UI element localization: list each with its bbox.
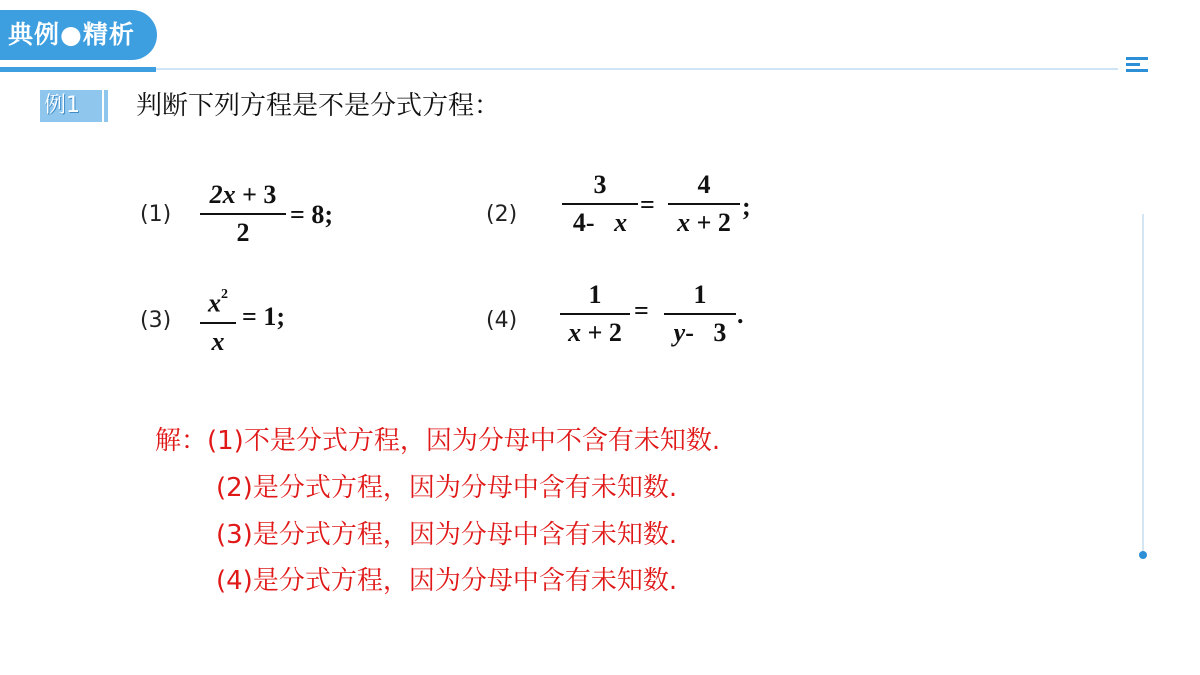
item-2-rhs-numerator: 4: [697, 170, 711, 199]
item-3-rhs: = 1;: [242, 302, 285, 331]
item-4-label: (4): [486, 308, 518, 333]
item-3-lhs-fraction: [200, 284, 236, 357]
item-1-lhs-fraction: [200, 180, 286, 248]
item-1-rhs: = 8;: [290, 200, 333, 229]
item-4-end: .: [737, 300, 744, 329]
item-2-rhs-fraction: [668, 170, 740, 238]
section-title: 典例●精析: [0, 10, 157, 60]
item-4-lhs-denominator: x + 2: [568, 318, 622, 347]
fraction-bar: [560, 313, 630, 315]
scroll-indicator[interactable]: [1139, 551, 1147, 559]
example-badge-bar: [104, 90, 108, 122]
fraction-bar: [664, 313, 736, 315]
fraction-bar: [668, 203, 740, 205]
item-1-lhs-numerator: 2x + 3: [209, 180, 277, 209]
item-2-equals: =: [640, 190, 655, 219]
item-3-lhs-numerator: $x^2$: [208, 287, 228, 318]
fraction-bar: [200, 213, 286, 215]
item-4-equals: =: [634, 296, 649, 325]
header-divider-accent: [0, 67, 156, 72]
item-2-lhs-denominator: 4- x: [572, 208, 628, 237]
menu-icon[interactable]: [1126, 57, 1148, 73]
item-1-label: (1): [140, 202, 172, 227]
item-4-rhs-fraction: [664, 280, 736, 348]
answer-line-2: (2)是分式方程，因为分母中含有未知数.: [216, 473, 678, 503]
answer-line-1: 解：(1)不是分式方程，因为分母中不含有未知数.: [155, 426, 721, 456]
item-3-lhs-denominator: x: [211, 326, 225, 356]
item-2-end: ;: [742, 192, 751, 221]
item-4-rhs-numerator: 1: [693, 280, 707, 309]
header-divider: [0, 68, 1118, 70]
item-2-rhs-denominator: x + 2: [677, 208, 731, 237]
question-text: 判断下列方程是不是分式方程：: [136, 91, 501, 121]
item-1-lhs-denominator: 2: [236, 218, 250, 247]
scroll-track[interactable]: [1142, 214, 1144, 552]
item-4-rhs-denominator: y- 3: [673, 318, 727, 347]
item-4-lhs-numerator: 1: [588, 280, 602, 309]
answer-line-4: (4)是分式方程，因为分母中含有未知数.: [216, 566, 678, 596]
item-2-lhs-numerator: 3: [593, 170, 607, 199]
answer-line-3: (3)是分式方程，因为分母中含有未知数.: [216, 520, 678, 550]
item-3-label: (3): [140, 308, 172, 333]
item-2-lhs-fraction: [562, 170, 638, 238]
example-badge: 例1: [40, 90, 102, 122]
item-4-lhs-fraction: [560, 280, 630, 348]
fraction-bar: [200, 322, 236, 324]
item-2-label: (2): [486, 202, 518, 227]
fraction-bar: [562, 203, 638, 205]
